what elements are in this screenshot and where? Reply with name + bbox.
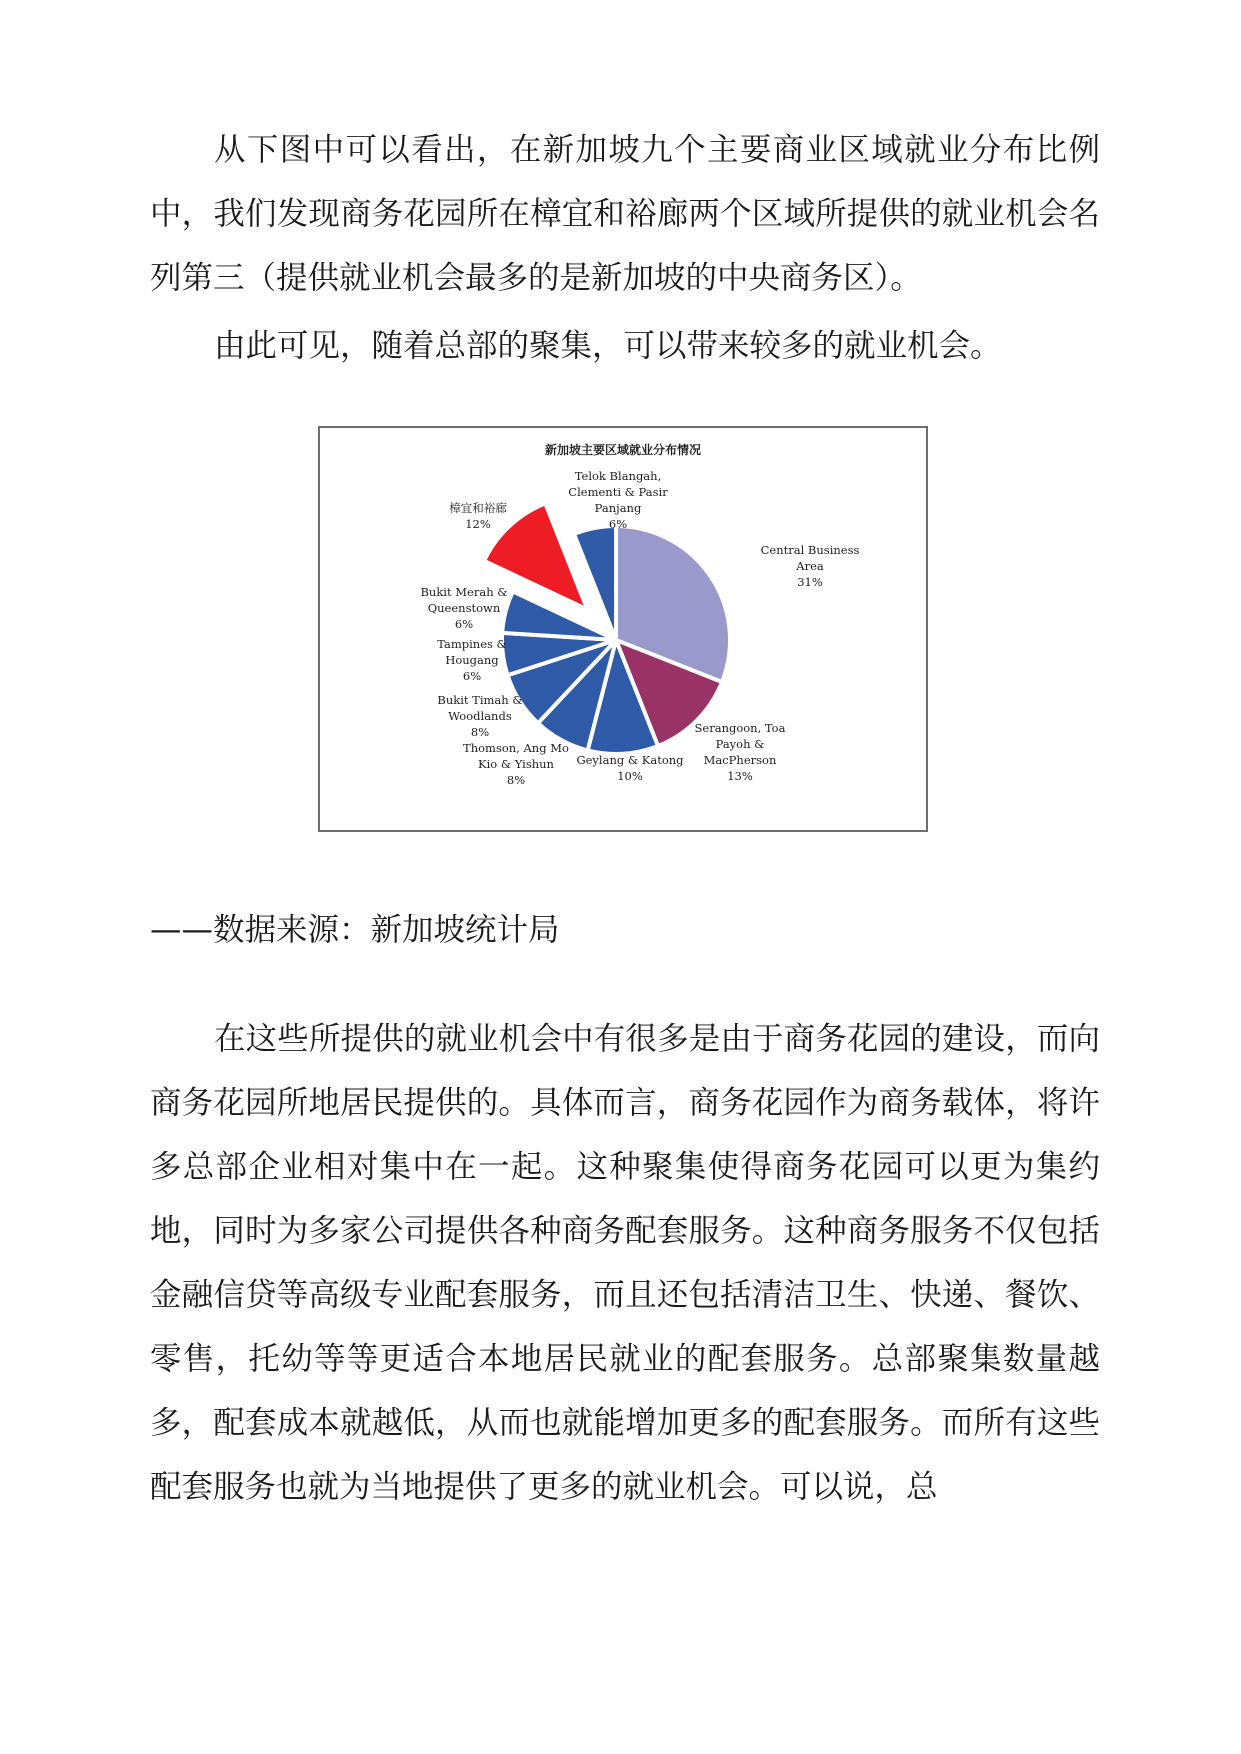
slice-label: Thomson, Ang Mo Kio & Yishun 8%	[463, 741, 569, 787]
chart-figure	[318, 426, 928, 832]
pie-chart	[320, 428, 926, 830]
paragraph-intro: 从下图中可以看出，在新加坡九个主要商业区域就业分布比例中，我们发现商务花园所在樟宜和裕廊两个区域所提供的就业机会名列第三（提供就业机会最多的是新加坡的中央商务区）。	[150, 132, 1100, 296]
chart-title: 新加坡主要区域就业分布情况	[544, 443, 702, 457]
slice-label: Central Business Area 31%	[760, 543, 860, 589]
slice-label: 樟宜和裕廊 12%	[449, 501, 507, 531]
slice-label: Geylang & Katong 10%	[576, 753, 684, 783]
slice-label: Tampines & Hougang 6%	[437, 637, 507, 683]
slice-label: Bukit Merah & Queenstown 6%	[420, 585, 508, 631]
slice-label: Bukit Timah & Woodlands 8%	[437, 693, 523, 739]
data-source-note: ——数据来源：新加坡统计局	[150, 912, 560, 948]
paragraph-conclusion: 由此可见，随着总部的聚集，可以带来较多的就业机会。	[214, 328, 1002, 364]
slice-label: Serangoon, Toa Payoh & MacPherson 13%	[694, 721, 786, 783]
paragraph-body: 在这些所提供的就业机会中有很多是由于商务花园的建设，而向商务花园所地居民提供的。具体而言，商务花园作为商务载体，将许多总部企业相对集中在一起。这种聚集使得商务花园可以更为集约地，同时为多家公司提供各种商务配套服务。这种商务服务不仅包括金融信贷等高级专业配套服务，而且还包括清洁卫生、快递、餐饮、零售，托幼等等更适合本地居民就业的配套服务。总部聚集数量越多，配套成本就越低，从而也就能增加更多的配套服务。而所有这些配套服务也就为当地提供了更多的就业机会。可以说，总	[150, 1021, 1100, 1505]
slice-label: Telok Blangah, Clementi & Pasir Panjang 6%	[568, 469, 668, 531]
